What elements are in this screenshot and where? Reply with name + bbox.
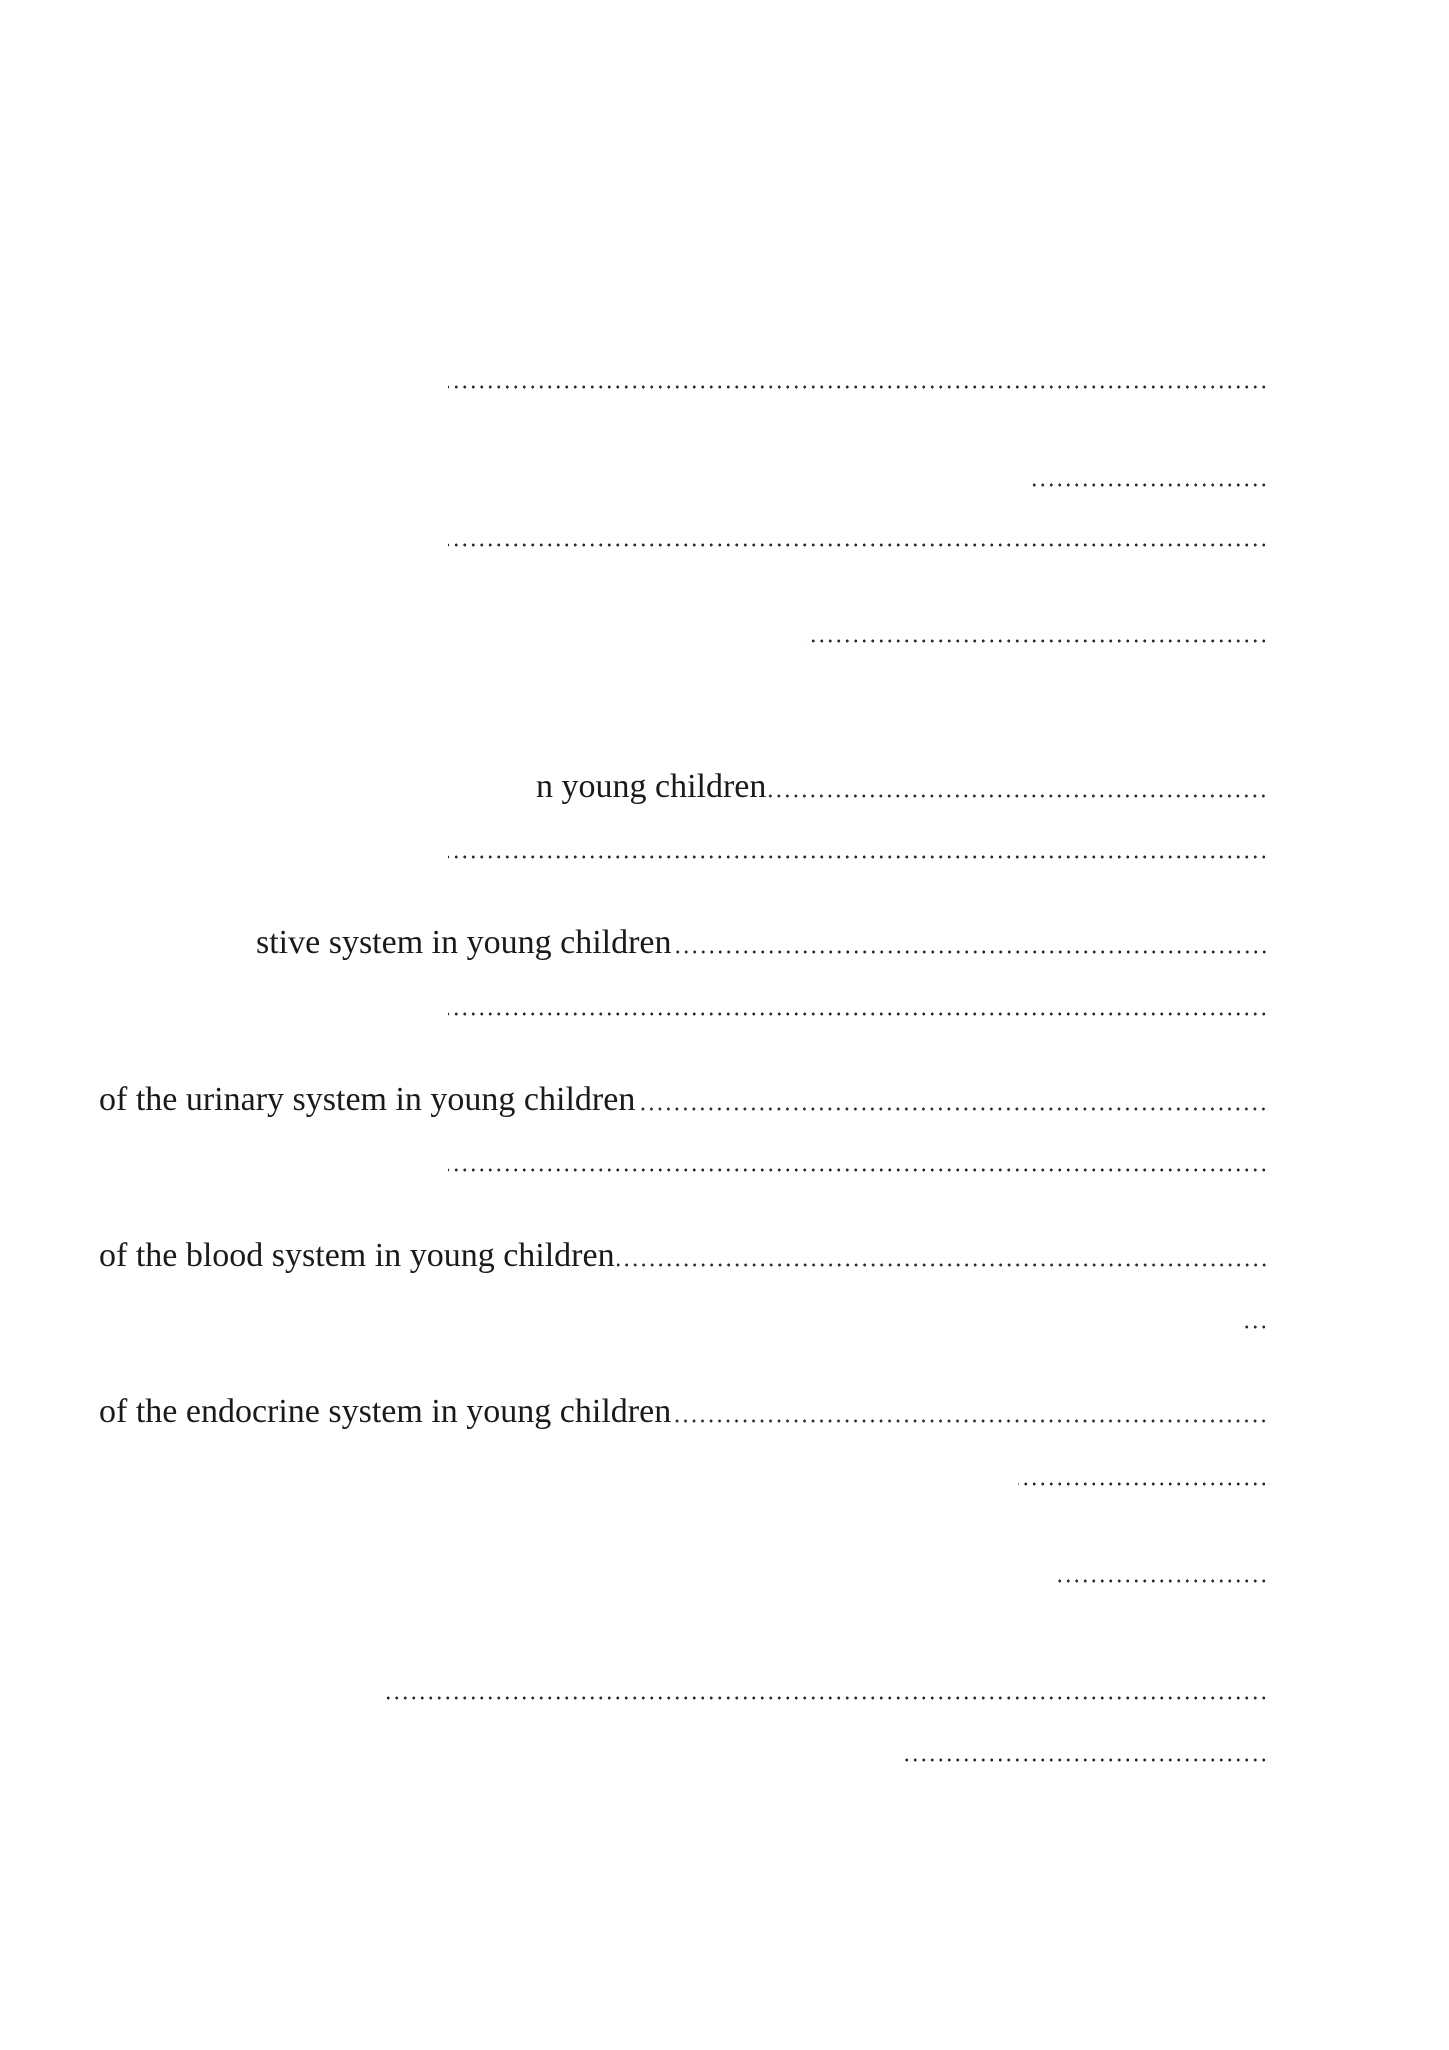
- toc-entry-text: of the blood system in young children: [99, 1237, 615, 1274]
- dot-leader: [382, 1695, 1268, 1701]
- toc-entry-text: of the endocrine system in young children: [99, 1393, 672, 1430]
- toc-entry: [448, 985, 1268, 1025]
- dot-leader: [637, 1106, 1268, 1112]
- dot-leader: [617, 1262, 1268, 1268]
- toc-entry-text: of the urinary system in young children: [99, 1081, 636, 1118]
- toc-entry: [1031, 456, 1268, 496]
- toc-entry: [905, 1731, 1268, 1771]
- dot-leader: [768, 793, 1268, 799]
- toc-entry: [1243, 1298, 1268, 1338]
- toc-entry-text: stive system in young children: [256, 924, 672, 961]
- dot-leader: [448, 1167, 1268, 1173]
- dot-leader: [448, 1011, 1268, 1017]
- toc-entry: [382, 1669, 1268, 1709]
- dot-leader: [1031, 482, 1268, 488]
- toc-entry: [99, 1236, 1268, 1276]
- toc-entry: [448, 516, 1268, 556]
- toc-entry: [536, 767, 1268, 807]
- toc-entry: [448, 1141, 1268, 1181]
- dot-leader: [1243, 1324, 1268, 1330]
- toc-entry-text: n young children: [536, 768, 767, 805]
- dot-leader: [905, 1757, 1268, 1763]
- dot-leader: [806, 638, 1268, 644]
- toc-entry: [99, 1392, 1268, 1432]
- dot-leader: [674, 949, 1268, 955]
- dot-leader: [448, 384, 1268, 390]
- dot-leader: [1057, 1578, 1268, 1584]
- toc-entry: [99, 1080, 1268, 1120]
- toc-entry: [256, 923, 1268, 963]
- toc-entry: [448, 828, 1268, 868]
- dot-leader: [448, 854, 1268, 860]
- toc-entry: [448, 358, 1268, 398]
- toc-entry: [806, 612, 1268, 652]
- dot-leader: [448, 542, 1268, 548]
- dot-leader: [1018, 1481, 1268, 1487]
- toc-entry: [1057, 1552, 1268, 1592]
- toc-entry: [1018, 1455, 1268, 1495]
- dot-leader: [673, 1418, 1268, 1424]
